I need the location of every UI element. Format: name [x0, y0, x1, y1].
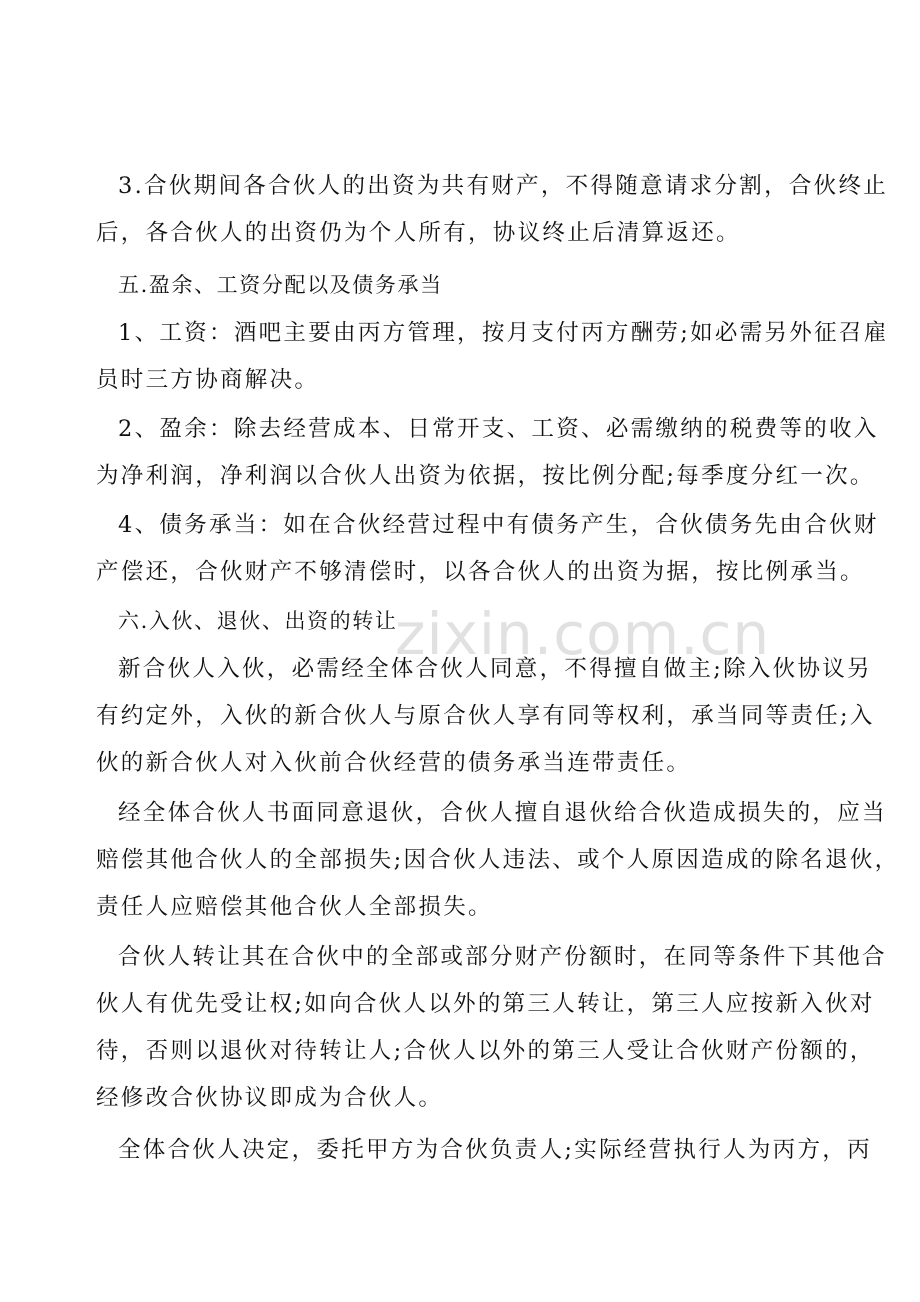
- watermark: zixin.com.cn: [395, 600, 771, 668]
- text-line: 全体合伙人决定，委托甲方为合伙负责人;实际经营执行人为丙方，丙: [118, 1137, 872, 1163]
- text-line: 1、工资：酒吧主要由丙方管理，按月支付丙方酬劳;如必需另外征召雇: [118, 320, 889, 346]
- paragraph-debt-liability: [96, 502, 879, 596]
- paragraph-new-partner: [96, 646, 875, 787]
- text-line: 经修改合伙协议即成为合伙人。: [96, 1085, 444, 1111]
- text-line: 伙的新合伙人对入伙前合伙经营的债务承当连带责任。: [96, 750, 692, 776]
- text-line: 4、债务承当：如在合伙经营过程中有债务产生，合伙债务先由合伙财: [118, 512, 879, 538]
- text-line: 员时三方协商解决。: [96, 367, 320, 393]
- text-line: 产偿还，合伙财产不够清偿时，以各合伙人的出资为据，按比例承当。: [96, 559, 865, 585]
- text-line: 赔偿其他合伙人的全部损失;因合伙人违法、或个人原因造成的除名退伙，: [96, 847, 900, 873]
- section-heading-profit-distribution: 五.盈余、工资分配以及债务承当: [118, 273, 443, 297]
- paragraph-partnership-assets: [96, 163, 889, 257]
- text-line: 有约定外，入伙的新合伙人与原合伙人享有同等权利，承当同等责任;入: [96, 703, 875, 729]
- paragraph-surplus: [96, 406, 879, 500]
- text-line: 后，各合伙人的出资仍为个人所有，协议终止后清算返还。: [96, 220, 741, 246]
- text-line: 责任人应赔偿其他合伙人全部损失。: [96, 894, 493, 920]
- paragraph-withdrawal: [96, 790, 900, 931]
- paragraph-wages: [96, 310, 889, 404]
- text-line: 经全体合伙人书面同意退伙，合伙人擅自退伙给合伙造成损失的，应当: [118, 800, 887, 826]
- paragraph-responsible-person: [96, 1127, 872, 1174]
- paragraph-share-transfer: [96, 934, 887, 1122]
- text-line: 新合伙人入伙，必需经全体合伙人同意，不得擅自做主;除入伙协议另: [118, 656, 872, 682]
- text-line: 合伙人转让其在合伙中的全部或部分财产份额时，在同等条件下其他合: [118, 944, 887, 970]
- text-line: 3.合伙期间各合伙人的出资为共有财产，不得随意请求分割，合伙终止: [118, 173, 889, 199]
- text-line: 伙人有优先受让权;如向合伙人以外的第三人转让，第三人应按新入伙对: [96, 991, 875, 1017]
- text-line: 2、盈余：除去经营成本、日常开支、工资、必需缴纳的税费等的收入: [118, 416, 879, 442]
- section-heading-admission-withdrawal: 六.入伙、退伙、出资的转让: [118, 609, 398, 633]
- text-line: 待，否则以退伙对待转让人;合伙人以外的第三人受让合伙财产份额的，: [96, 1038, 875, 1064]
- text-line: 为净利润，净利润以合伙人出资为依据，按比例分配;每季度分红一次。: [96, 463, 875, 489]
